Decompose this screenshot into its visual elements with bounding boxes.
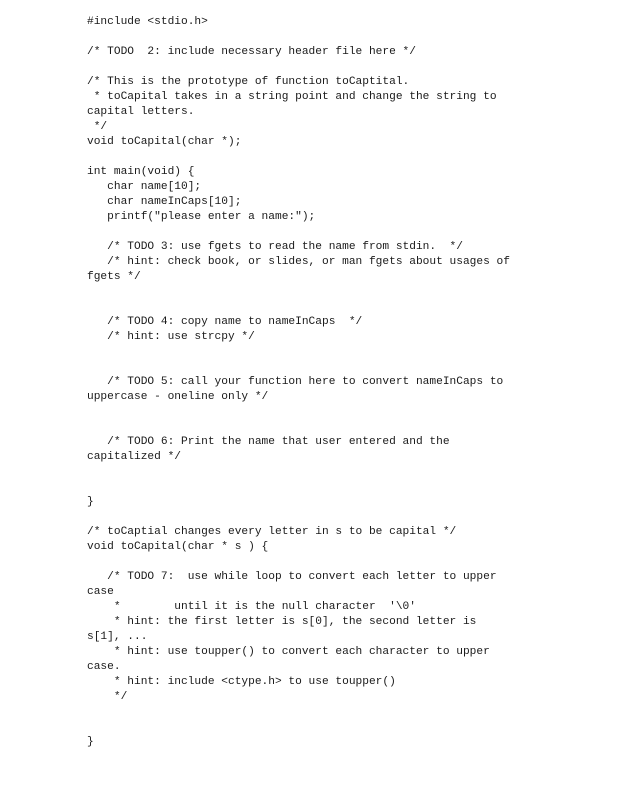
code-line: printf("please enter a name:");	[87, 211, 316, 223]
code-line	[87, 225, 627, 240]
code-line: * hint: the first letter is s[0], the second letter is	[87, 616, 477, 628]
code-line: case	[87, 586, 114, 598]
code-line	[87, 555, 627, 570]
code-line: s[1], ...	[87, 631, 148, 643]
code-line: * toCapital takes in a string point and change the string to	[87, 91, 497, 103]
code-line: /* This is the prototype of function toCaptital.	[87, 76, 410, 88]
code-line: /* hint: check book, or slides, or man fgets about usages of	[87, 256, 510, 268]
code-listing	[87, 15, 627, 750]
code-line: /* TODO 2: include necessary header file here */	[87, 46, 416, 58]
code-line	[87, 405, 627, 420]
code-line: */	[87, 121, 108, 133]
code-line	[87, 420, 627, 435]
code-line	[87, 300, 627, 315]
code-line	[87, 480, 627, 495]
code-line: /* hint: use strcpy */	[87, 331, 255, 343]
code-line	[87, 720, 627, 735]
code-line: }	[87, 736, 94, 748]
code-line: void toCapital(char * s ) {	[87, 541, 269, 553]
code-line: }	[87, 496, 94, 508]
code-line	[87, 510, 627, 525]
code-line: int main(void) {	[87, 166, 195, 178]
code-line	[87, 465, 627, 480]
code-line: /* TODO 6: Print the name that user entered and the	[87, 436, 450, 448]
code-line	[87, 60, 627, 75]
code-line: capitalized */	[87, 451, 181, 463]
code-line: /* TODO 3: use fgets to read the name from stdin. */	[87, 241, 463, 253]
code-line: case.	[87, 661, 121, 673]
code-line: /* TODO 7: use while loop to convert each letter to upper	[87, 571, 497, 583]
code-line	[87, 150, 627, 165]
code-line: uppercase - oneline only */	[87, 391, 269, 403]
code-line: #include <stdio.h>	[87, 16, 208, 28]
code-line	[87, 705, 627, 720]
code-line	[87, 285, 627, 300]
code-line	[87, 360, 627, 375]
code-line: /* toCaptial changes every letter in s to be capital */	[87, 526, 457, 538]
code-line: void toCapital(char *);	[87, 136, 242, 148]
code-line: capital letters.	[87, 106, 195, 118]
code-line	[87, 30, 627, 45]
code-line: /* TODO 4: copy name to nameInCaps */	[87, 316, 363, 328]
code-line: char name[10];	[87, 181, 202, 193]
code-line: * until it is the null character '\0'	[87, 601, 416, 613]
code-line	[87, 345, 627, 360]
code-line: char nameInCaps[10];	[87, 196, 242, 208]
code-line: fgets */	[87, 271, 141, 283]
code-line: * hint: include <ctype.h> to use toupper()	[87, 676, 396, 688]
code-line: * hint: use toupper() to convert each character to upper	[87, 646, 490, 658]
code-line: /* TODO 5: call your function here to convert nameInCaps to	[87, 376, 504, 388]
code-line: */	[87, 691, 128, 703]
